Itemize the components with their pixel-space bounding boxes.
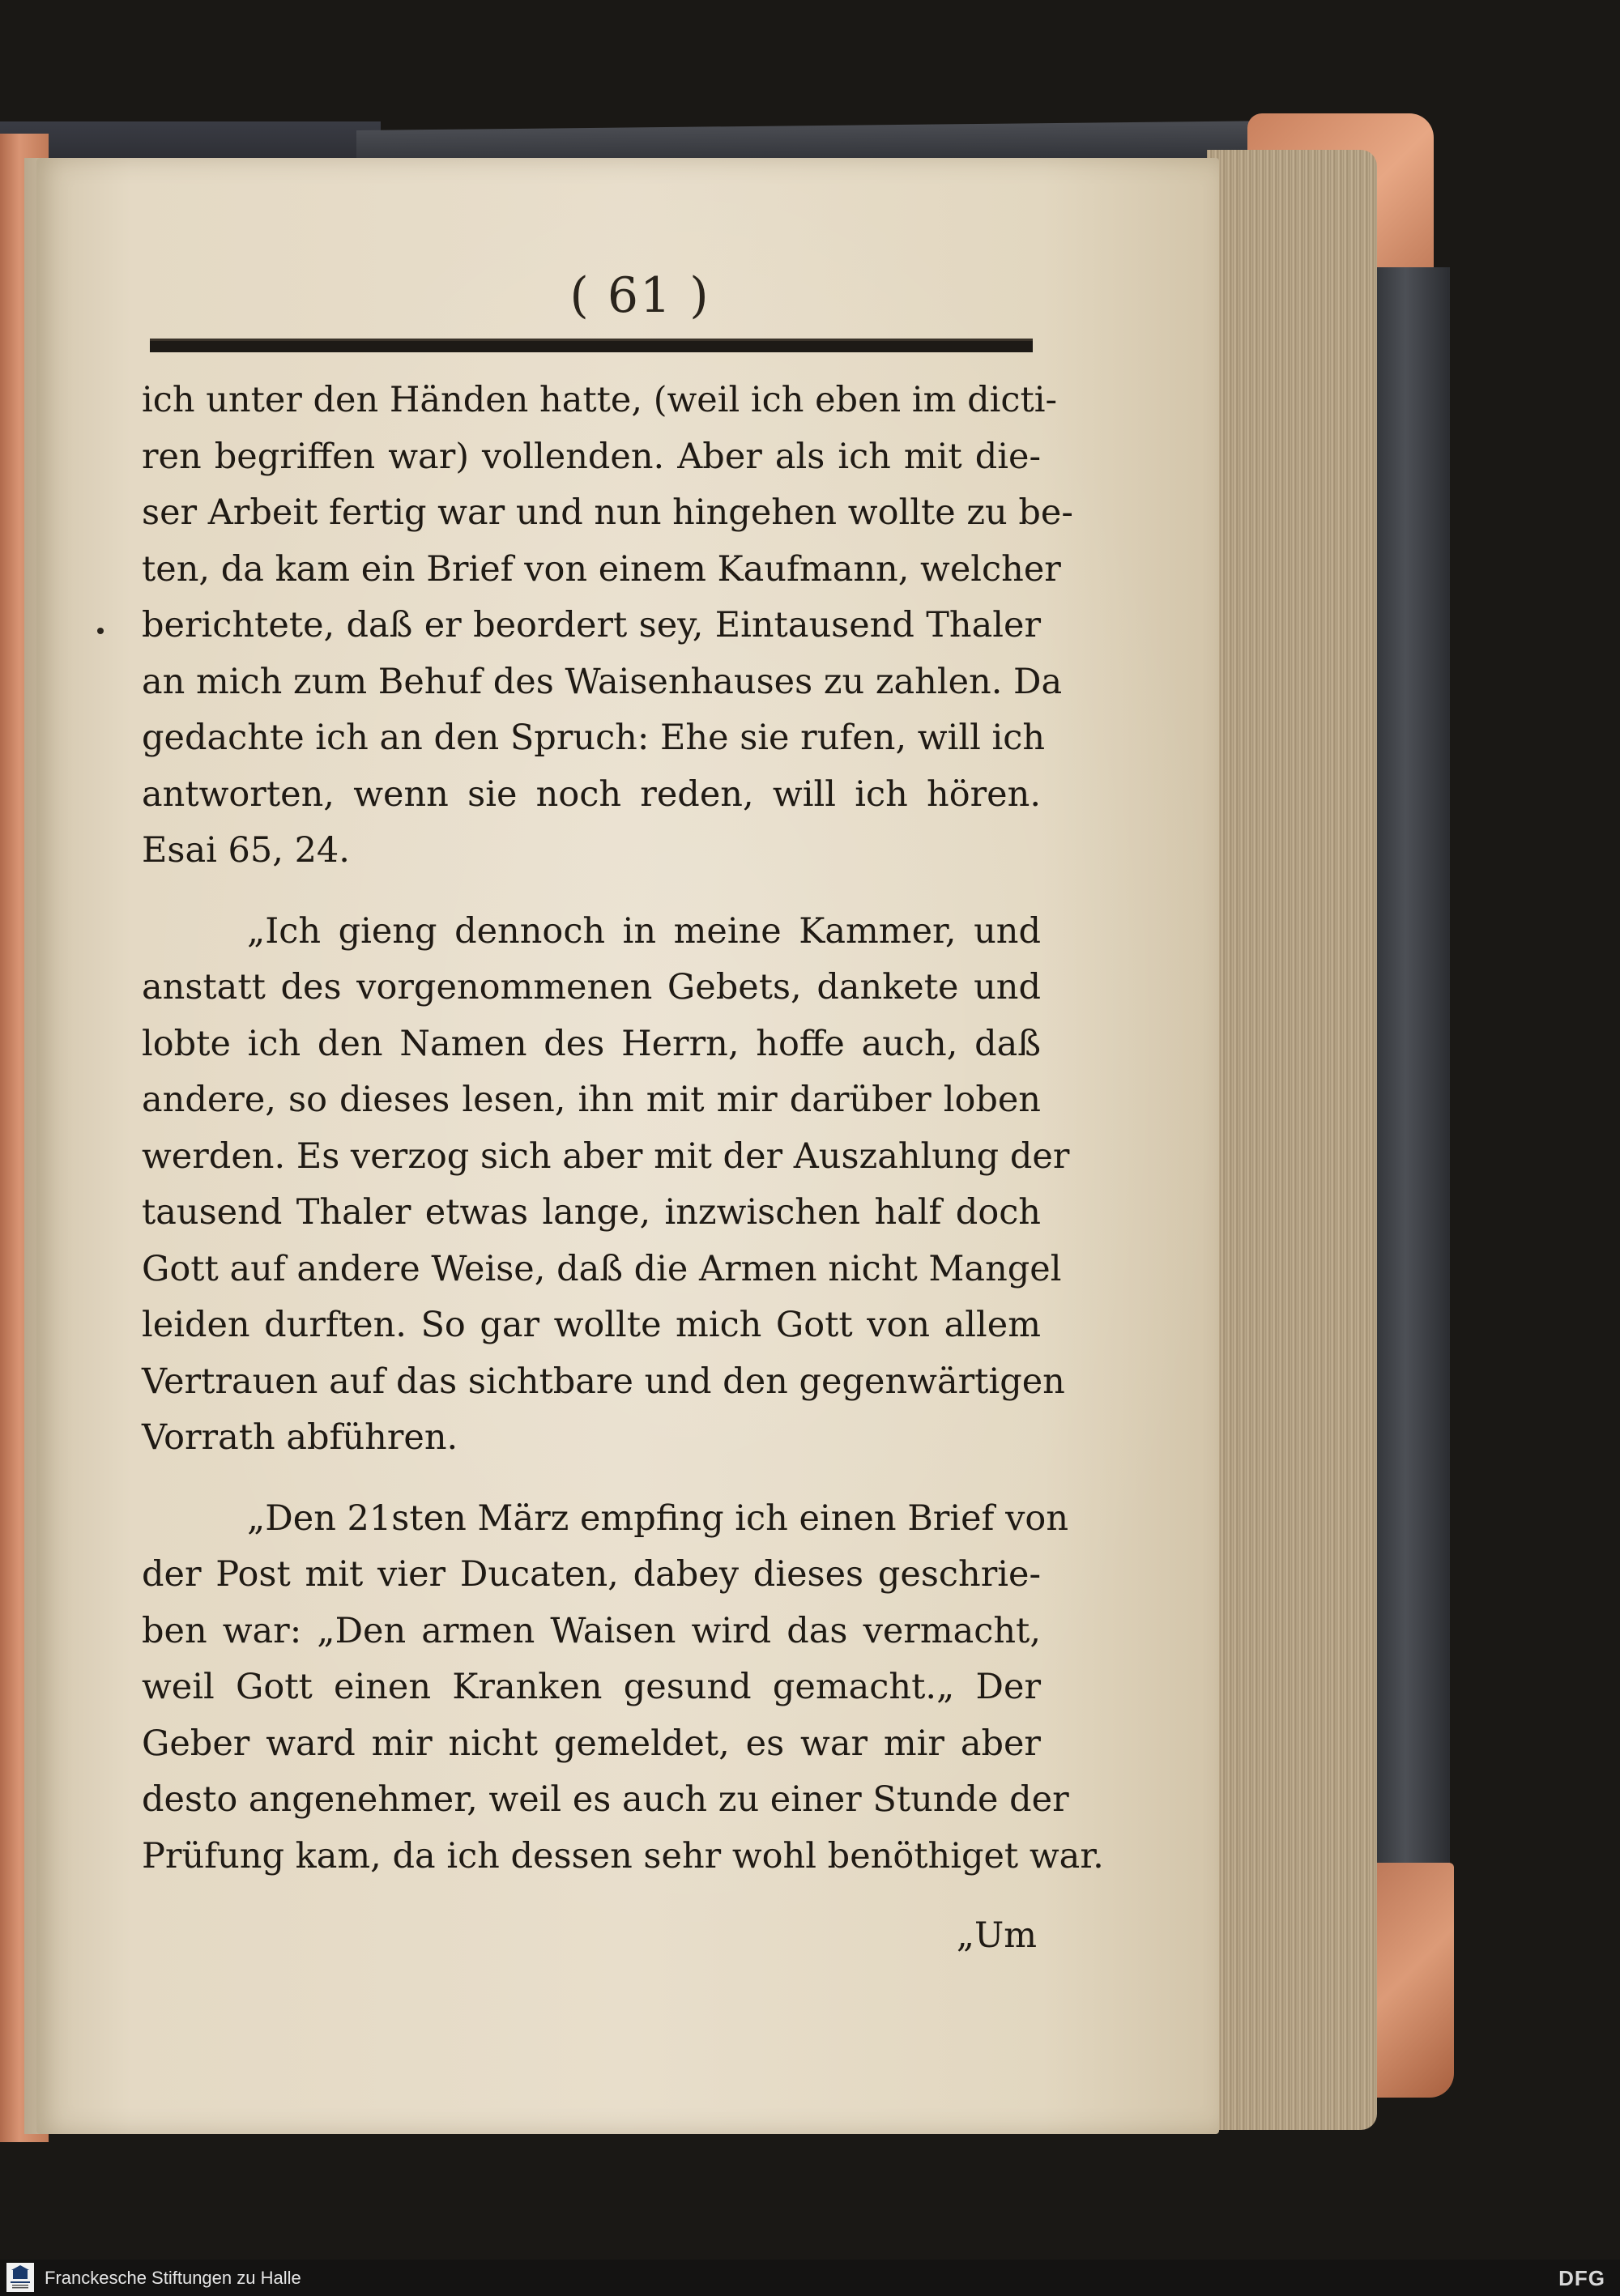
book-page <box>36 158 1219 2134</box>
text-line: ren begriffen war) vollenden. Aber als ich mit die- <box>142 436 1041 477</box>
page-body-text <box>142 373 1104 1885</box>
paragraph-gap <box>142 1467 1041 1491</box>
text-line: „Den 21sten März empfing ich einen Brief von <box>247 1497 1069 1539</box>
text-line: Vorrath abführen. <box>142 1417 458 1458</box>
catchword: „Um <box>956 1915 1037 1956</box>
text-line: der Post mit vier Ducaten, dabey dieses geschrie- <box>142 1554 1041 1595</box>
text-line: Gott auf andere Weise, daß die Armen nicht Mangel <box>142 1248 1062 1289</box>
header-rule <box>150 339 1033 352</box>
dfg-badge: DFG <box>1558 2266 1605 2290</box>
text-line: ten, da kam ein Brief von einem Kaufmann, welcher <box>142 548 1061 590</box>
page-edges <box>1207 150 1377 2130</box>
text-line: anstatt des vorgenommenen Gebets, dankete und <box>142 967 1041 1007</box>
text-line: andere, so dieses lesen, ihn mit mir darüber loben <box>142 1080 1041 1120</box>
text-line: Esai 65, 24. <box>142 830 350 871</box>
text-line: Geber ward mir nicht gemeldet, es war mir aber <box>142 1723 1041 1764</box>
text-line: werden. Es verzog sich aber mit der Auszahlung der <box>142 1135 1070 1177</box>
text-line: an mich zum Behuf des Waisenhauses zu zahlen. Da <box>142 661 1063 702</box>
text-line: tausend Thaler etwas lange, inzwischen half doch <box>142 1192 1041 1233</box>
paragraph-gap <box>142 880 1041 904</box>
page-number-header: ( 61 ) <box>569 267 710 324</box>
cover-board-right <box>1369 267 1450 1928</box>
text-line: antworten, wenn sie noch reden, will ich hören. <box>142 773 1041 815</box>
text-line: „Ich gieng dennoch in meine Kammer, und <box>247 910 1041 952</box>
text-line: lobte ich den Namen des Herrn, hoffe auch, daß <box>142 1023 1041 1064</box>
margin-mark <box>97 628 104 634</box>
text-line: berichtete, daß er beordert sey, Eintausend Thaler <box>142 605 1041 645</box>
footer-credit: Franckesche Stiftungen zu Halle <box>45 2268 301 2288</box>
text-line: desto angenehmer, weil es auch zu einer Stunde der <box>142 1779 1069 1820</box>
text-line: ser Arbeit fertig war und nun hingehen wollte zu be- <box>142 492 1073 533</box>
viewer-footer <box>0 2260 1620 2296</box>
text-line: gedachte ich an den Spruch: Ehe sie rufen, will ich <box>142 718 1046 758</box>
text-line: weil Gott einen Kranken gesund gemacht.„ Der <box>142 1667 1041 1707</box>
text-line: leiden durften. So gar wollte mich Gott von allem <box>142 1305 1041 1345</box>
text-line: Vertrauen auf das sichtbare und den gegenwärtigen <box>142 1361 1065 1402</box>
text-line: Prüfung kam, da ich dessen sehr wohl benöthiget war. <box>142 1835 1104 1876</box>
foundation-logo-icon <box>6 2263 34 2292</box>
text-line: ich unter den Händen hatte, (weil ich eben im dicti- <box>142 380 1058 420</box>
text-line: ben war: „Den armen Waisen wird das vermacht, <box>142 1610 1041 1651</box>
